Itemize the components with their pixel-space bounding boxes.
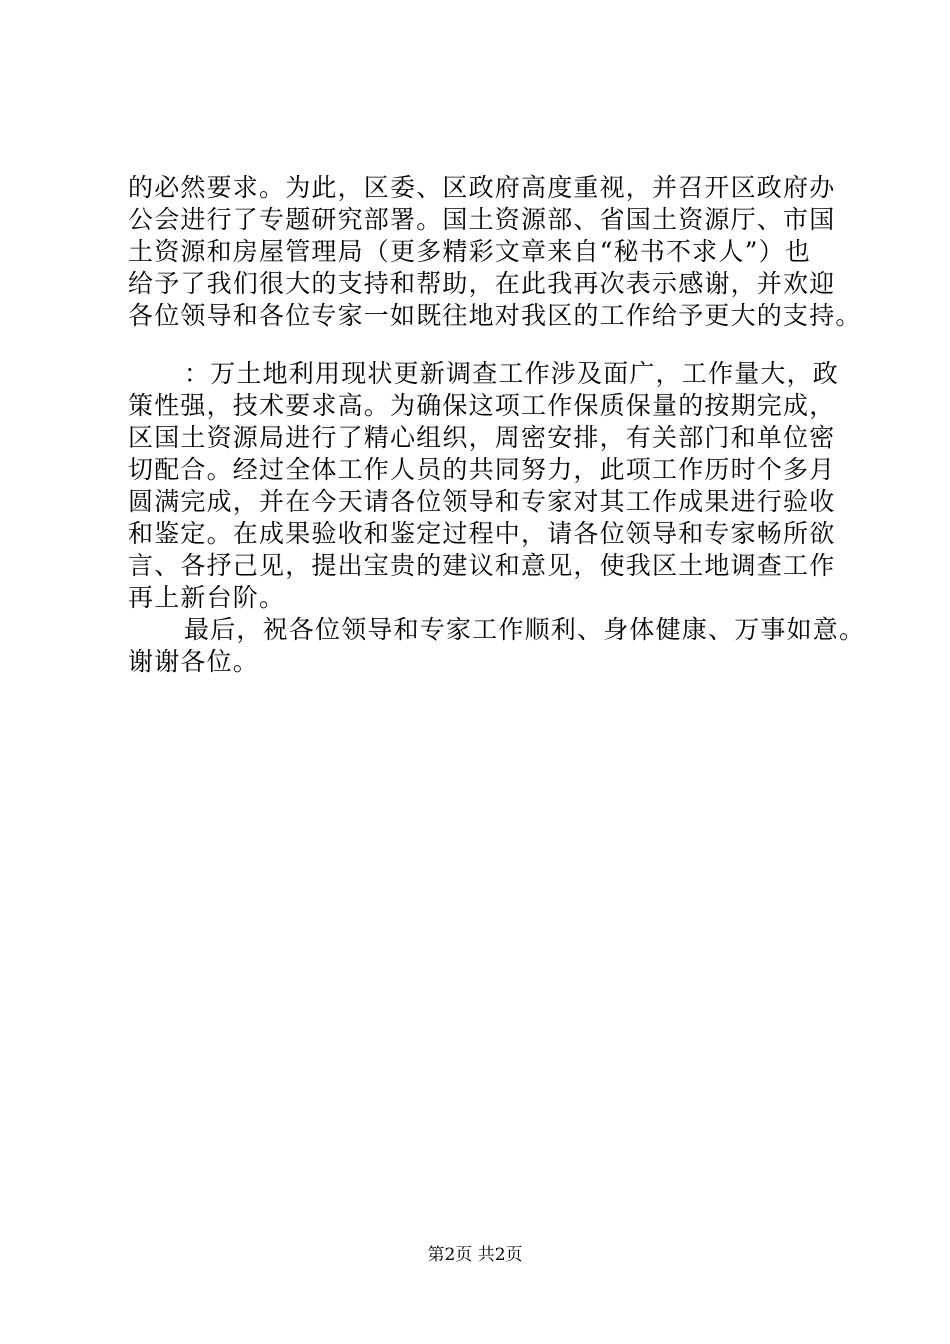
text-line: 给予了我们很大的支持和帮助，在此我再次表示感谢，并欢迎 <box>128 269 836 298</box>
page-footer <box>0 1244 950 1266</box>
paragraph-2 <box>128 358 848 614</box>
text-line: 谢谢各位。 <box>128 647 260 676</box>
text-line: 的必然要求。为此，区委、区政府高度重视，并召开区政府办 <box>128 173 836 202</box>
text-line: 公会进行了专题研究部署。国土资源部、省国土资源厅、市国 <box>128 205 836 234</box>
paragraph-gap <box>128 332 848 358</box>
text-line: 再上新台阶。 <box>128 583 286 612</box>
text-line: 圆满完成，并在今天请各位领导和专家对其工作成果进行验收 <box>128 487 836 516</box>
text-line: 各位领导和各位专家一如既往地对我区的工作给予更大的支持。 <box>128 301 862 330</box>
paragraph-3 <box>128 614 866 678</box>
paragraph-1 <box>128 172 862 332</box>
text-line: 策性强，技术要求高。为确保这项工作保质保量的按期完成， <box>128 391 836 420</box>
document-body <box>128 172 866 678</box>
text-line: 和鉴定。在成果验收和鉴定过程中，请各位领导和专家畅所欲 <box>128 519 836 548</box>
text-line: 最后，祝各位领导和专家工作顺利、身体健康、万事如意。 <box>184 615 866 644</box>
text-line: 土资源和房屋管理局（更多精彩文章来自“秘书不求人”）也 <box>128 237 811 266</box>
page-number-label: 第2页 共2页 <box>427 1245 523 1265</box>
text-line: 切配合。经过全体工作人员的共同努力，此项工作历时个多月 <box>128 455 836 484</box>
text-line: ：万土地利用现状更新调查工作涉及面广，工作量大，政 <box>184 359 840 388</box>
text-line: 言、各抒己见，提出宝贵的建议和意见，使我区土地调查工作 <box>128 551 836 580</box>
text-line: 区国土资源局进行了精心组织，周密安排，有关部门和单位密 <box>128 423 836 452</box>
